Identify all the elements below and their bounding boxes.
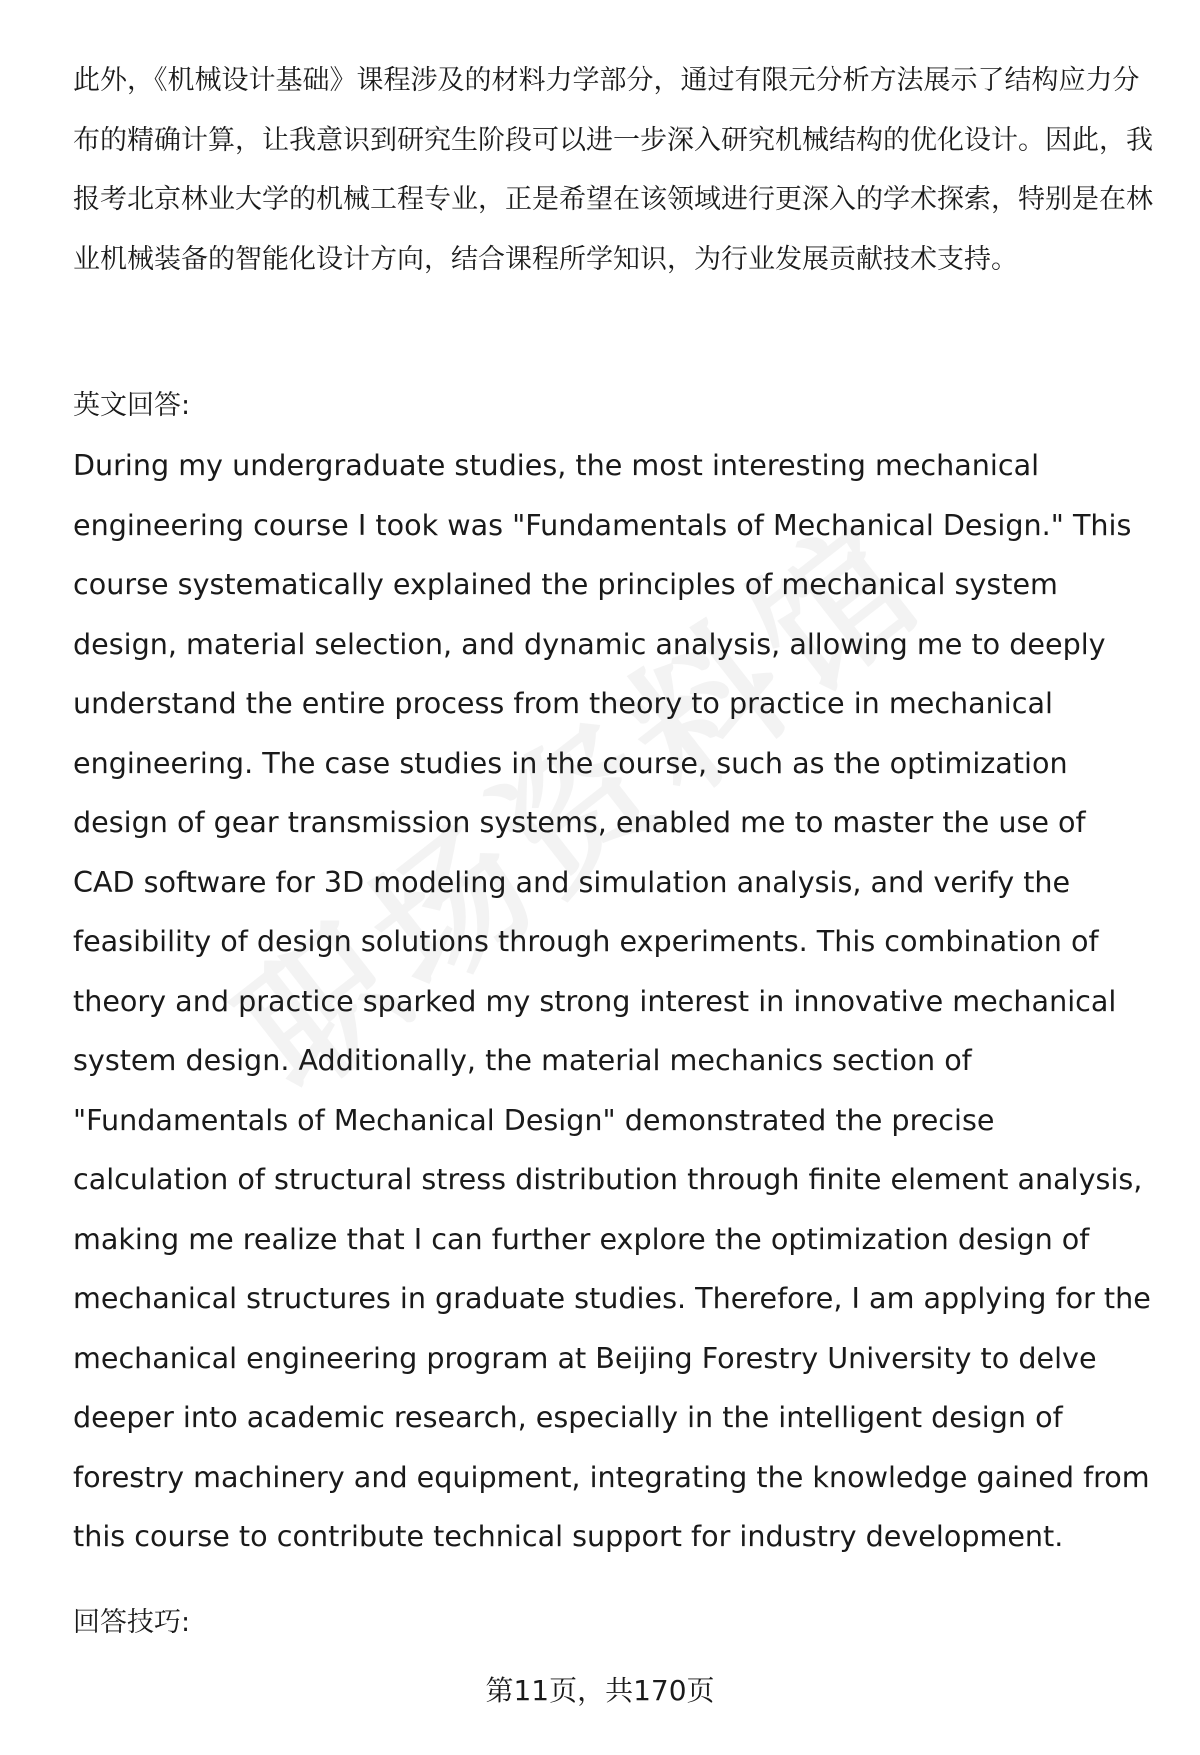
english-answer-label: 英文回答: xyxy=(73,390,191,421)
page-footer: 第11页，共170页 xyxy=(485,1674,715,1707)
answer-tips-label: 回答技巧: xyxy=(73,1607,191,1638)
chinese-paragraph: 此外，《机械设计基础》课程涉及的材料力学部分，通过有限元分析方法展示了结构应力分布的精确计算，让我意识到研究生阶段可以进一步深入研究机械结构的优化设计。因此，我报考北京林业大学的机械工程专业，正是希望在该领域进行更深入的学术探索，特别是在林业机械装备的智能化设计方向，结合课程所学知识，为行业发展贡献技术支持。 xyxy=(73,65,1153,275)
english-paragraph: During my undergraduate studies, the most interesting mechanical engineering course I took was "Fundamentals of Mechanical Design." This course systematically explained the principles of mechanical system design, material selection, and dynamic analysis, allowing me to deeply understand the entire process from theory to practice in mechanical engineering. The case studies in the course, such as the optimization design of gear transmission systems, enabled me to master the use of CAD software for 3D modeling and simulation analysis, and verify the feasibility of design solutions through experiments. This combination of theory and practice sparked my strong interest in innovative mechanical system design. Additionally, the material mechanics section of "Fundamentals of Mechanical Design" demonstrated the precise calculation of structural stress distribution through finite element analysis, making me realize that I can further explore the optimization design of mechanical structures in graduate studies. Therefore, I am applying for the mechanical engineering program at Beijing Forestry University to delve deeper into academic research, especially in the intelligent design of forestry machinery and equipment, integrating the knowledge gained from this course to contribute technical support for industry development. xyxy=(73,448,1151,1553)
